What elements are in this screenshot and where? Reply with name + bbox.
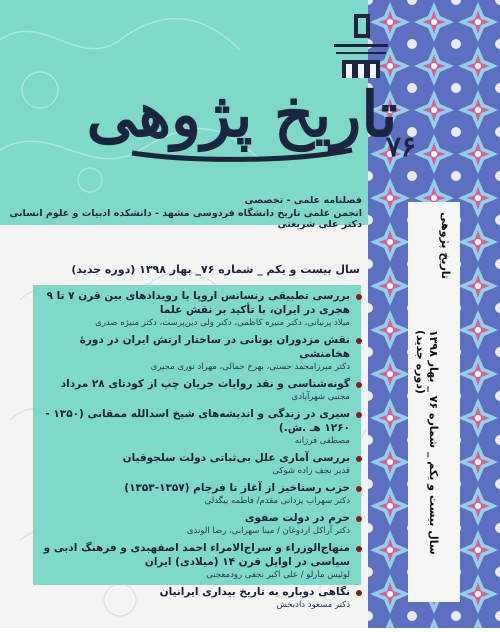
toc-item <box>42 511 362 537</box>
toc-authors: میلاد پرنیانی، دکتر منیره کاظمی، دکتر ولی دین‌پرست، دکتر منیژه صدری <box>95 318 350 328</box>
toc-authors: دکتر مسعود دادبخش <box>276 600 350 610</box>
toc-item <box>42 585 362 611</box>
toc-item <box>42 289 362 329</box>
toc-authors: دکتر آراکل اردوغان / مینا سهرابی، رضا الوندی <box>186 526 350 536</box>
toc-authors: مجتبی شهرآبادی <box>291 392 350 402</box>
toc-title: حرم در دولت صفوی <box>244 512 350 524</box>
spine-issue: سال بیست و یکم _ شماره ۷۶ _ بهار ۱۳۹۸ (دوره جدید) <box>414 330 440 555</box>
toc-authors: لوئیس مارلو / علی اکبر نجفی رودمعجنی <box>206 570 350 580</box>
toc-authors: قدیر نجف زاده شوکی <box>272 466 350 476</box>
toc-title: منهاج‌الوزراء و سراج‌الامراء احمد اصفهبدی و فرهنگ ادبی و سیاسی در اوایل قرن ۱۴ (میلادی) ایران <box>43 542 350 568</box>
toc-title: نقش مزدوران یونانی در ساختار ارتش ایران در دورهٔ هخامنشی <box>79 334 350 360</box>
toc-authors: مصطفی فرزانه <box>294 436 350 446</box>
table-of-contents <box>42 289 362 615</box>
toc-item <box>42 541 362 581</box>
title-text: تاریخ پژوهی <box>86 78 398 151</box>
issue-number: ۷۶ <box>385 130 417 163</box>
toc-item <box>42 333 362 373</box>
volume-issue-line: سال بیست و یکم _ شماره ۷۶_ بهار ۱۳۹۸ (دوره جدید) <box>71 263 360 276</box>
toc-title: بررسی آماری علل بی‌ثباتی دولت سلجوقیان <box>122 452 350 464</box>
journal-title-calligraphy <box>86 58 398 168</box>
title-logotype <box>86 58 398 168</box>
toc-title: گونه‌شناسی و نقد روایات جریان چپ از کودتای ۲۸ مرداد <box>60 378 350 390</box>
toc-item <box>42 481 362 507</box>
toc-item <box>42 451 362 477</box>
toc-authors: دکتر سهراب یزدانی مقدم/ فاطمه بیگدلی <box>204 496 350 506</box>
toc-title: حزب رستاخیز از آغاز تا فرجام (۱۳۵۷-۱۳۵۳) <box>124 482 350 494</box>
toc-title: بررسی تطبیقی رنسانس اروپا با رویدادهای بین قرن ۷ تا ۹ هجری در ایران، با تأکید بر نقش علما <box>46 290 350 316</box>
toc-item <box>42 377 362 403</box>
spine-title: تاریخ پژوهی <box>439 212 452 280</box>
journal-type: فصلنامه علمی - تخصصی <box>244 195 362 206</box>
publisher-line: انجمن علمی تاریخ دانشگاه فردوسی مشهد - دانشکده ادبیات و علوم انسانی دکتر علی شریعتی <box>9 208 362 230</box>
toc-item <box>42 407 362 447</box>
toc-title: نگاهی دوباره به تاریخ بیداری ایرانیان <box>159 586 350 598</box>
toc-authors: دکتر میرزامحمد حسنی، بهرخ جمالی، مهراد نوری مجیری <box>150 362 350 372</box>
toc-title: سیری در زندگی و اندیشه‌های شیخ اسدالله ممقانی (۱۳۵۰ - ۱۲۶۰ هـ .ش.) <box>45 408 350 434</box>
